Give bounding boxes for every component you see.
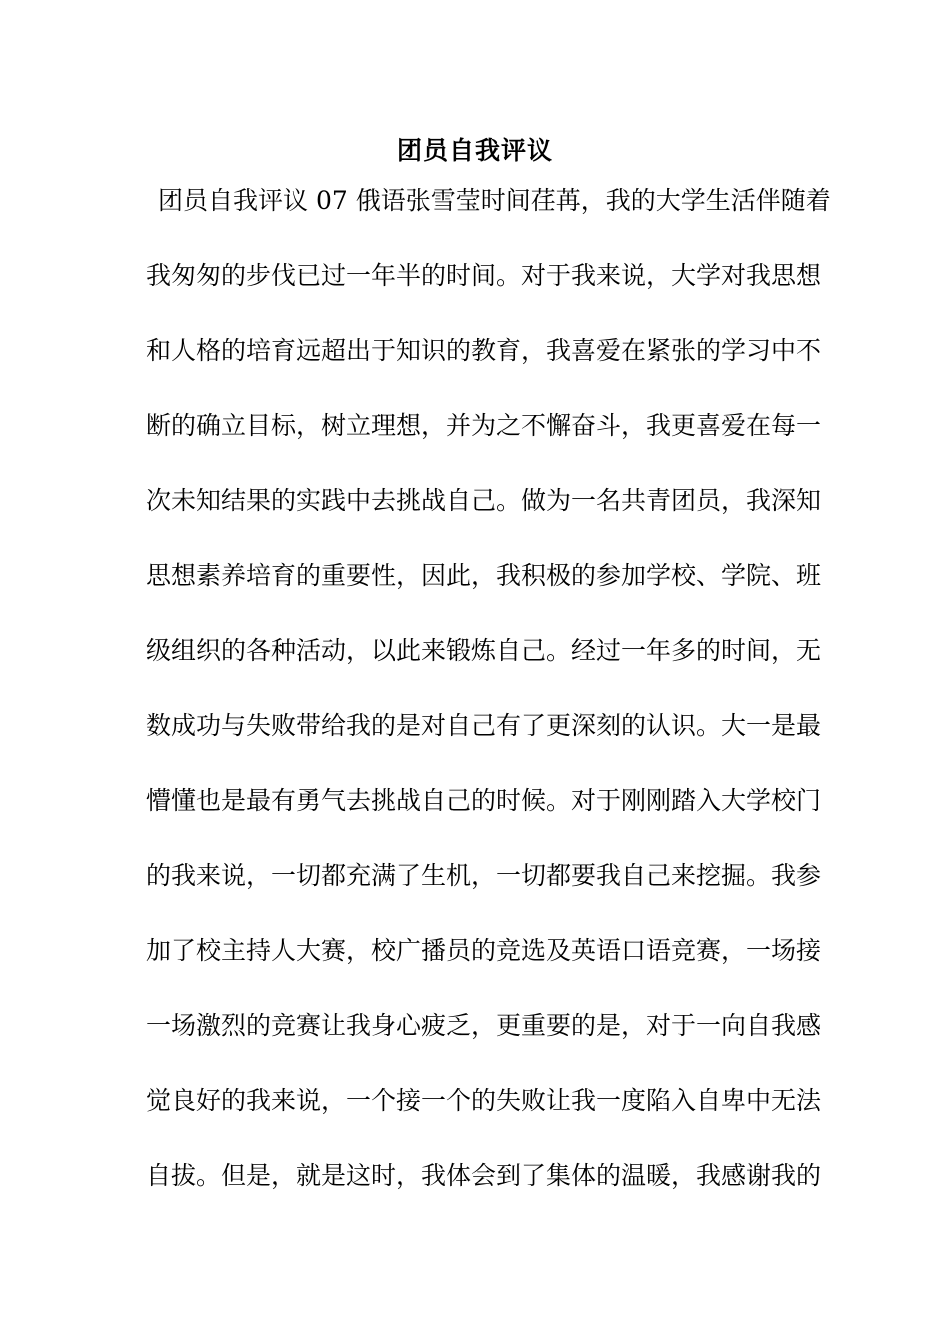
body-line-8: 数成功与失败带给我的是对自己有了更深刻的认识。大一是最 (146, 711, 822, 740)
body-line-9: 懵懂也是最有勇气去挑战自己的时候。对于刚刚踏入大学校门 (146, 786, 822, 815)
body-line-3: 和人格的培育远超出于知识的教育，我喜爱在紧张的学习中不 (146, 336, 822, 365)
body-line-6: 思想素养培育的重要性，因此，我积极的参加学校、学院、班 (146, 561, 822, 590)
body-line-7: 级组织的各种活动，以此来锻炼自己。经过一年多的时间，无 (146, 636, 822, 665)
body-line-14: 自拔。但是，就是这时，我体会到了集体的温暖，我感谢我的 (146, 1161, 822, 1190)
body-line-11: 加了校主持人大赛，校广播员的竞选及英语口语竞赛，一场接 (146, 936, 822, 965)
body-line-2: 我匆匆的步伐已过一年半的时间。对于我来说，大学对我思想 (146, 261, 822, 290)
document-body (146, 180, 831, 1230)
body-line-1: 团员自我评议 07 俄语张雪莹时间荏苒，我的大学生活伴随着 (158, 186, 831, 215)
body-line-10: 的我来说，一切都充满了生机，一切都要我自己来挖掘。我参 (146, 861, 822, 890)
body-line-13: 觉良好的我来说，一个接一个的失败让我一度陷入自卑中无法 (146, 1086, 822, 1115)
body-line-5: 次未知结果的实践中去挑战自己。做为一名共青团员，我深知 (146, 486, 822, 515)
document-title: 团员自我评议 (396, 136, 553, 165)
body-line-4: 断的确立目标，树立理想，并为之不懈奋斗，我更喜爱在每一 (146, 411, 822, 440)
body-line-12: 一场激烈的竞赛让我身心疲乏，更重要的是，对于一向自我感 (146, 1011, 822, 1040)
